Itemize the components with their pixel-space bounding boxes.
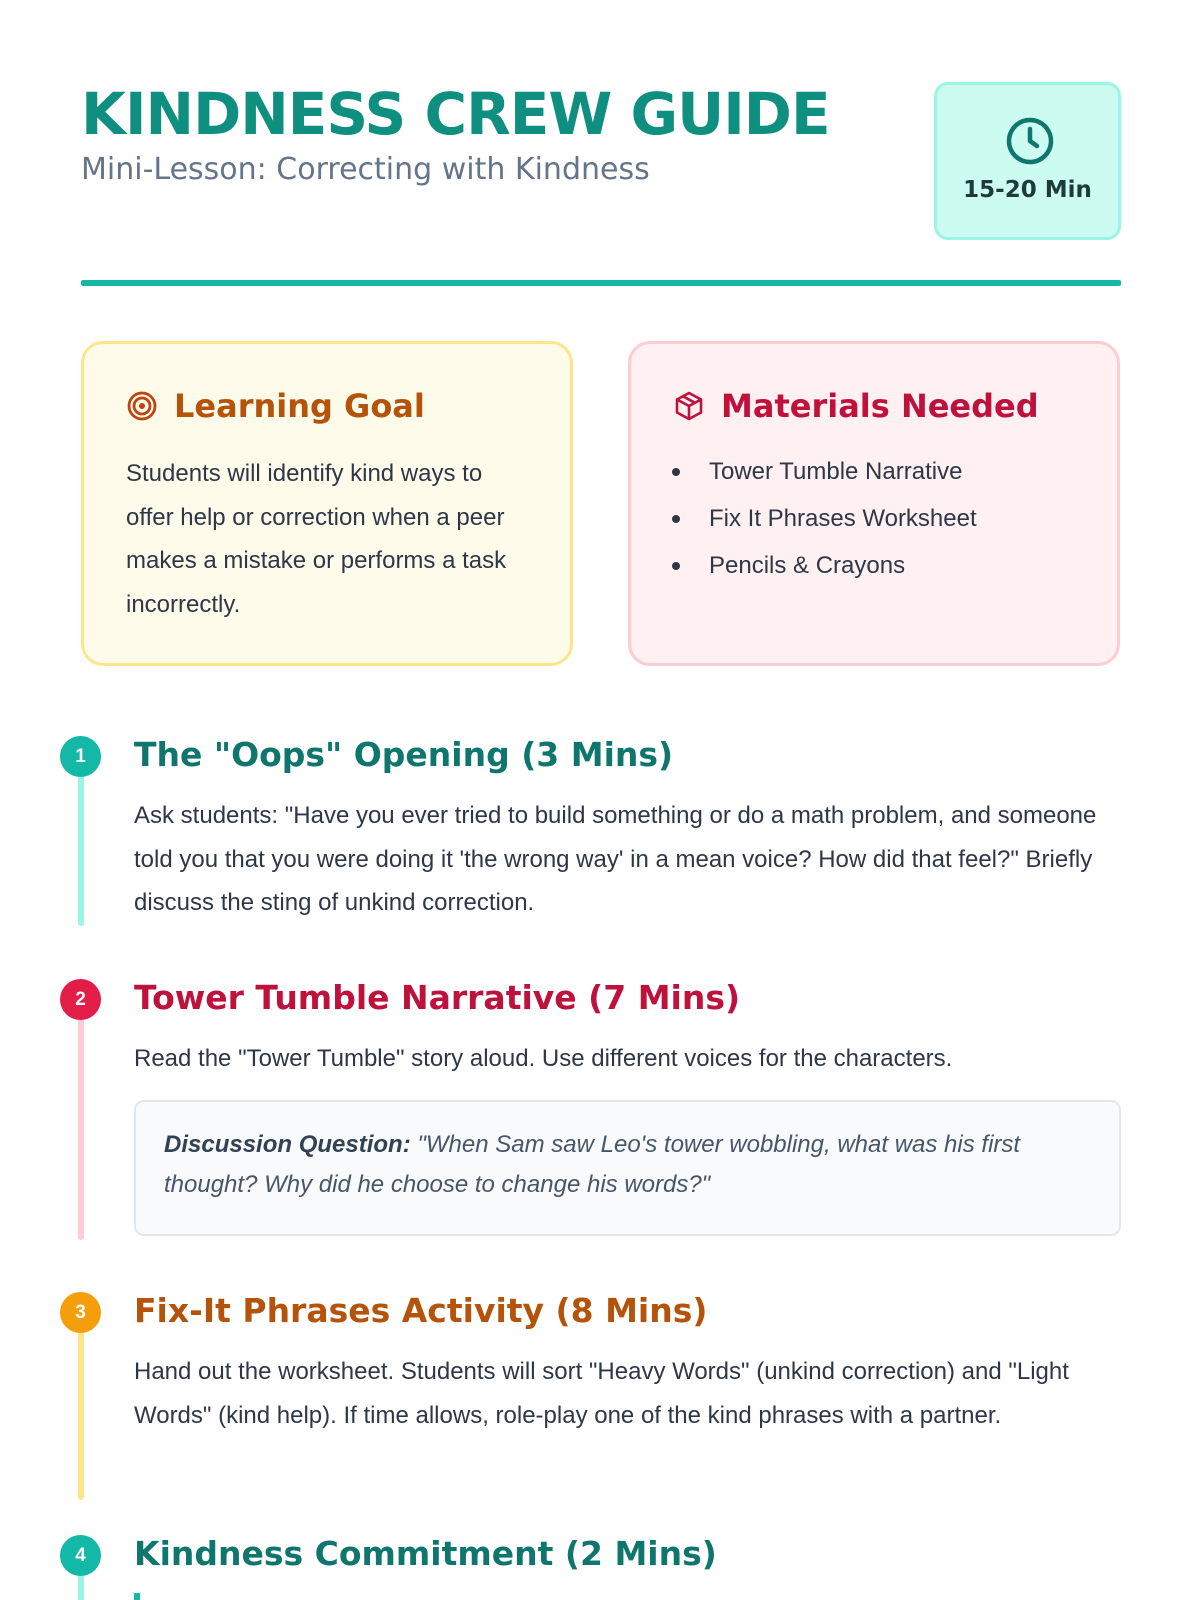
page-title: KINDNESS CREW GUIDE <box>81 80 830 148</box>
step-number-badge: 4 <box>60 1535 101 1576</box>
header-divider <box>81 280 1121 286</box>
bullet <box>672 562 680 570</box>
clock-icon <box>1004 115 1056 167</box>
step-number-badge: 1 <box>60 736 101 777</box>
step-rail <box>78 1312 84 1500</box>
time-badge <box>934 82 1121 240</box>
materials-item <box>669 448 977 495</box>
step-title: The "Oops" Opening (3 Mins) <box>134 735 674 774</box>
step-2 <box>60 979 1121 1239</box>
step-body: Hand out the worksheet. Students will sort "Heavy Words" (unkind correction) and "Light Words" (kind help). If time allows, role-play one of the kind phrases with a partner. <box>134 1358 1069 1429</box>
learning-goal-header <box>126 384 425 428</box>
time-badge-label: 15-20 Min <box>963 177 1092 203</box>
step-body: Read the "Tower Tumble" story aloud. Use different voices for the characters. <box>134 1045 953 1072</box>
materials-header <box>673 384 1039 428</box>
materials-heading: Materials Needed <box>721 387 1039 425</box>
discussion-question-text: "When Sam saw Leo's tower wobbling, what was his first thought? Why did he choose to change his words?" <box>164 1131 1021 1198</box>
learning-goal-heading: Learning Goal <box>174 387 425 425</box>
step-title: Fix-It Phrases Activity (8 Mins) <box>134 1291 708 1330</box>
step-1 <box>60 736 1121 926</box>
discussion-question-box <box>134 1100 1121 1236</box>
bullet <box>672 468 680 476</box>
step-rail <box>78 999 84 1240</box>
step-3 <box>60 1292 1121 1492</box>
bullet <box>672 515 680 523</box>
step-title: Kindness Commitment (2 Mins) <box>134 1534 717 1573</box>
step-rail <box>78 756 84 926</box>
materials-list <box>669 448 977 589</box>
box-icon <box>673 390 705 422</box>
materials-item <box>669 495 977 542</box>
step-number-badge: 3 <box>60 1292 101 1333</box>
step-body-cutoff <box>134 1593 140 1600</box>
materials-card <box>628 341 1120 666</box>
step-number-badge: 2 <box>60 979 101 1020</box>
header <box>81 80 1121 240</box>
materials-item-label: Tower Tumble Narrative <box>709 458 963 485</box>
page-subtitle: Mini-Lesson: Correcting with Kindness <box>81 152 650 187</box>
step-4 <box>60 1535 1121 1600</box>
learning-goal-card <box>81 341 573 666</box>
materials-item-label: Pencils & Crayons <box>709 552 906 579</box>
learning-goal-text: Students will identify kind ways to offer help or correction when a peer makes a mistake or performs a task incorrectly. <box>126 460 507 618</box>
target-icon <box>126 390 158 422</box>
step-body: Ask students: "Have you ever tried to build something or do a math problem, and someone told you that you were doing it 'the wrong way' in a mean voice? How did that feel?" Briefly discuss the sting of unkind correction. <box>134 802 1097 916</box>
materials-item <box>669 542 977 589</box>
discussion-question-label: Discussion Question: <box>164 1131 411 1158</box>
materials-item-label: Fix It Phrases Worksheet <box>709 505 977 532</box>
step-title: Tower Tumble Narrative (7 Mins) <box>134 978 741 1017</box>
